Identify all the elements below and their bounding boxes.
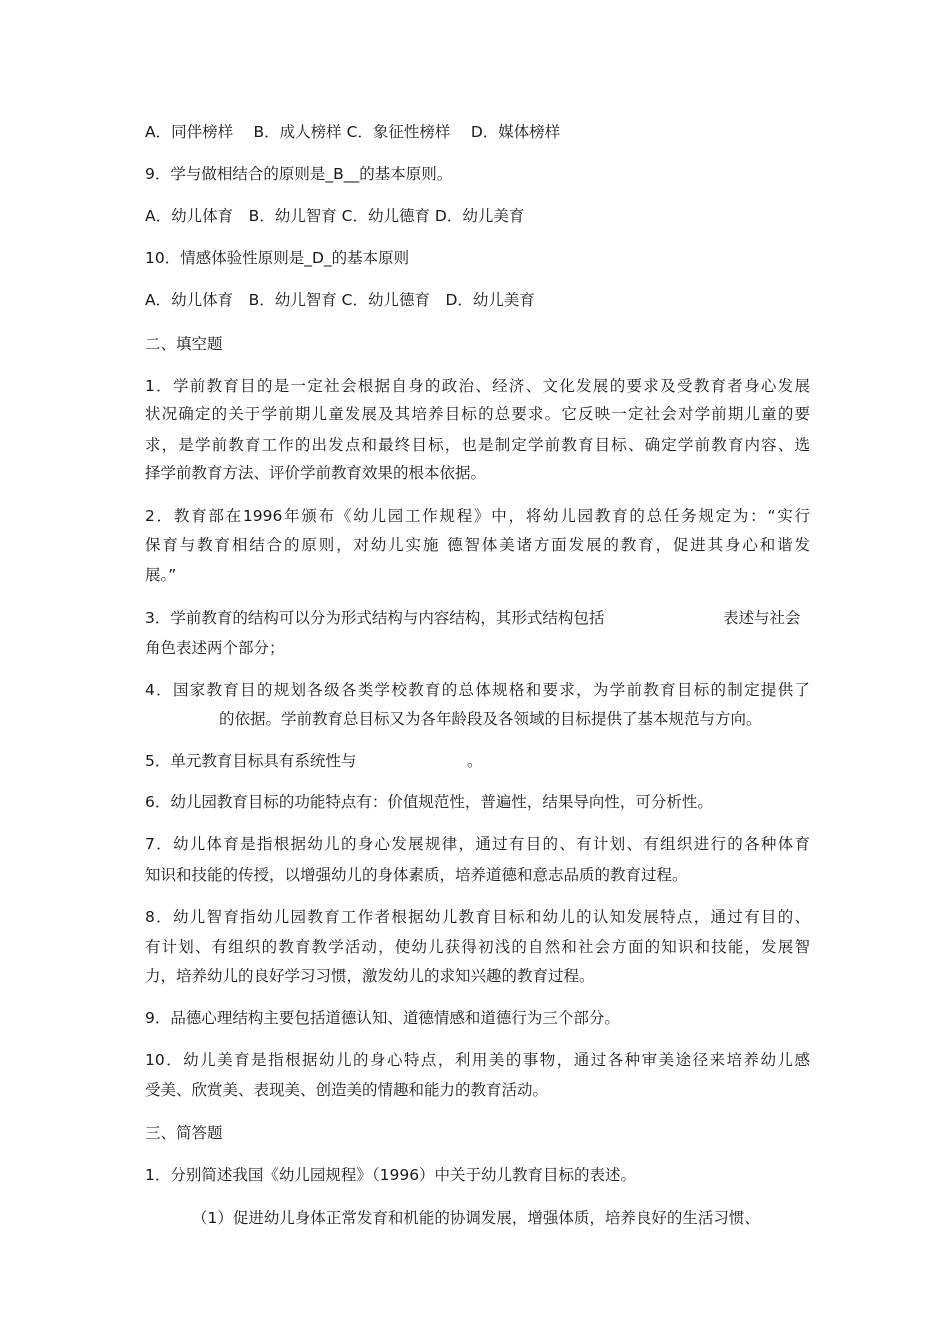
fill-p3-line2: 角色表述两个部分； [145, 639, 285, 657]
fill-p1-line1: 1．学前教育目的是一定社会根据自身的政治、经济、文化发展的要求及受教育者身心发展 [145, 377, 810, 395]
fill-p1-line3: 求，是学前教育工作的出发点和最终目标，也是制定学前教育目标、确定学前教育内容、选 [145, 436, 810, 454]
fill-p6: 6．幼儿园教育目标的功能特点有：价值规范性，普遍性，结果导向性，可分析性。 [145, 793, 713, 811]
fill-p5 [145, 751, 810, 771]
fill-p2-line3: 展。” [145, 566, 177, 584]
fill-p8-line3: 力，培养幼儿的良好学习习惯，激发幼儿的求知兴趣的教育过程。 [145, 967, 595, 985]
short-q1: 1．分别简述我国《幼儿园规程》（1996）中关于幼儿教育目标的表述。 [145, 1166, 637, 1184]
fill-section-heading: 二、填空题 [145, 335, 223, 353]
fill-p3-line1-end: 表述与社会 [723, 609, 801, 627]
fill-p4-line2: 的依据。学前教育总目标又为各年龄段及各领域的目标提供了基本规范与方向。 [219, 710, 762, 728]
short-section-heading: 三、简答题 [145, 1124, 223, 1142]
q9-question: 9．学与做相结合的原则是_B__的基本原则。 [145, 165, 453, 183]
fill-p10-line1: 10．幼儿美育是指根据幼儿的身心特点，利用美的事物，通过各种审美途径来培养幼儿感 [145, 1051, 810, 1069]
fill-p1-line4: 择学前教育方法、评价学前教育效果的根本依据。 [145, 464, 487, 482]
fill-p7-line1: 7．幼儿体育是指根据幼儿的身心发展规律，通过有目的、有计划、有组织进行的各种体育 [145, 835, 810, 853]
q10-options: A．幼儿体育 B．幼儿智育 C．幼儿德育 D．幼儿美育 [145, 291, 535, 309]
fill-p2-line1: 2．教育部在1996年颁布《幼儿园工作规程》中，将幼儿园教育的总任务规定为：“实行 [145, 507, 810, 525]
fill-p8-line2: 有计划、有组织的教育教学活动，使幼儿获得初浅的自然和社会方面的知识和技能，发展智 [145, 938, 810, 956]
fill-p1-line2: 状况确定的关于学前期儿童发展及其培养目标的总要求。它反映一定社会对学前期儿童的要 [145, 405, 810, 423]
short-a1-line1: （1）促进幼儿身体正常发育和机能的协调发展，增强体质，培养良好的生活习惯、 [192, 1209, 760, 1227]
fill-p9: 9．品德心理结构主要包括道德认知、道德情感和道德行为三个部分。 [145, 1009, 620, 1027]
fill-p2-line2: 保育与教育相结合的原则，对幼儿实施 德智体美诸方面发展的教育，促进其身心和谐发 [145, 536, 810, 554]
q9-options: A．幼儿体育 B．幼儿智育 C．幼儿德育 D．幼儿美育 [145, 207, 525, 225]
fill-p5-end: 。 [467, 752, 483, 770]
fill-p4-line1: 4．国家教育目的规划各级各类学校教育的总体规格和要求，为学前教育目标的制定提供了 [145, 681, 810, 699]
fill-p3-line1-start: 3．学前教育的结构可以分为形式结构与内容结构，其形式结构包括 [145, 609, 605, 627]
q10-question: 10．情感体验性原则是_D_的基本原则 [145, 249, 410, 267]
fill-p5-start: 5．单元教育目标具有系统性与 [145, 752, 357, 770]
fill-p8-line1: 8．幼儿智育指幼儿园教育工作者根据幼儿教育目标和幼儿的认知发展特点，通过有目的、 [145, 908, 810, 926]
fill-p7-line2: 知识和技能的传授，以增强幼儿的身体素质，培养道德和意志品质的教育过程。 [145, 866, 688, 884]
q8-options: A．同伴榜样 B．成人榜样 C．象征性榜样 D．媒体榜样 [145, 123, 561, 141]
fill-p3-line1 [145, 608, 810, 628]
fill-p10-line2: 受美、欣赏美、表现美、创造美的情趣和能力的教育活动。 [145, 1081, 549, 1099]
